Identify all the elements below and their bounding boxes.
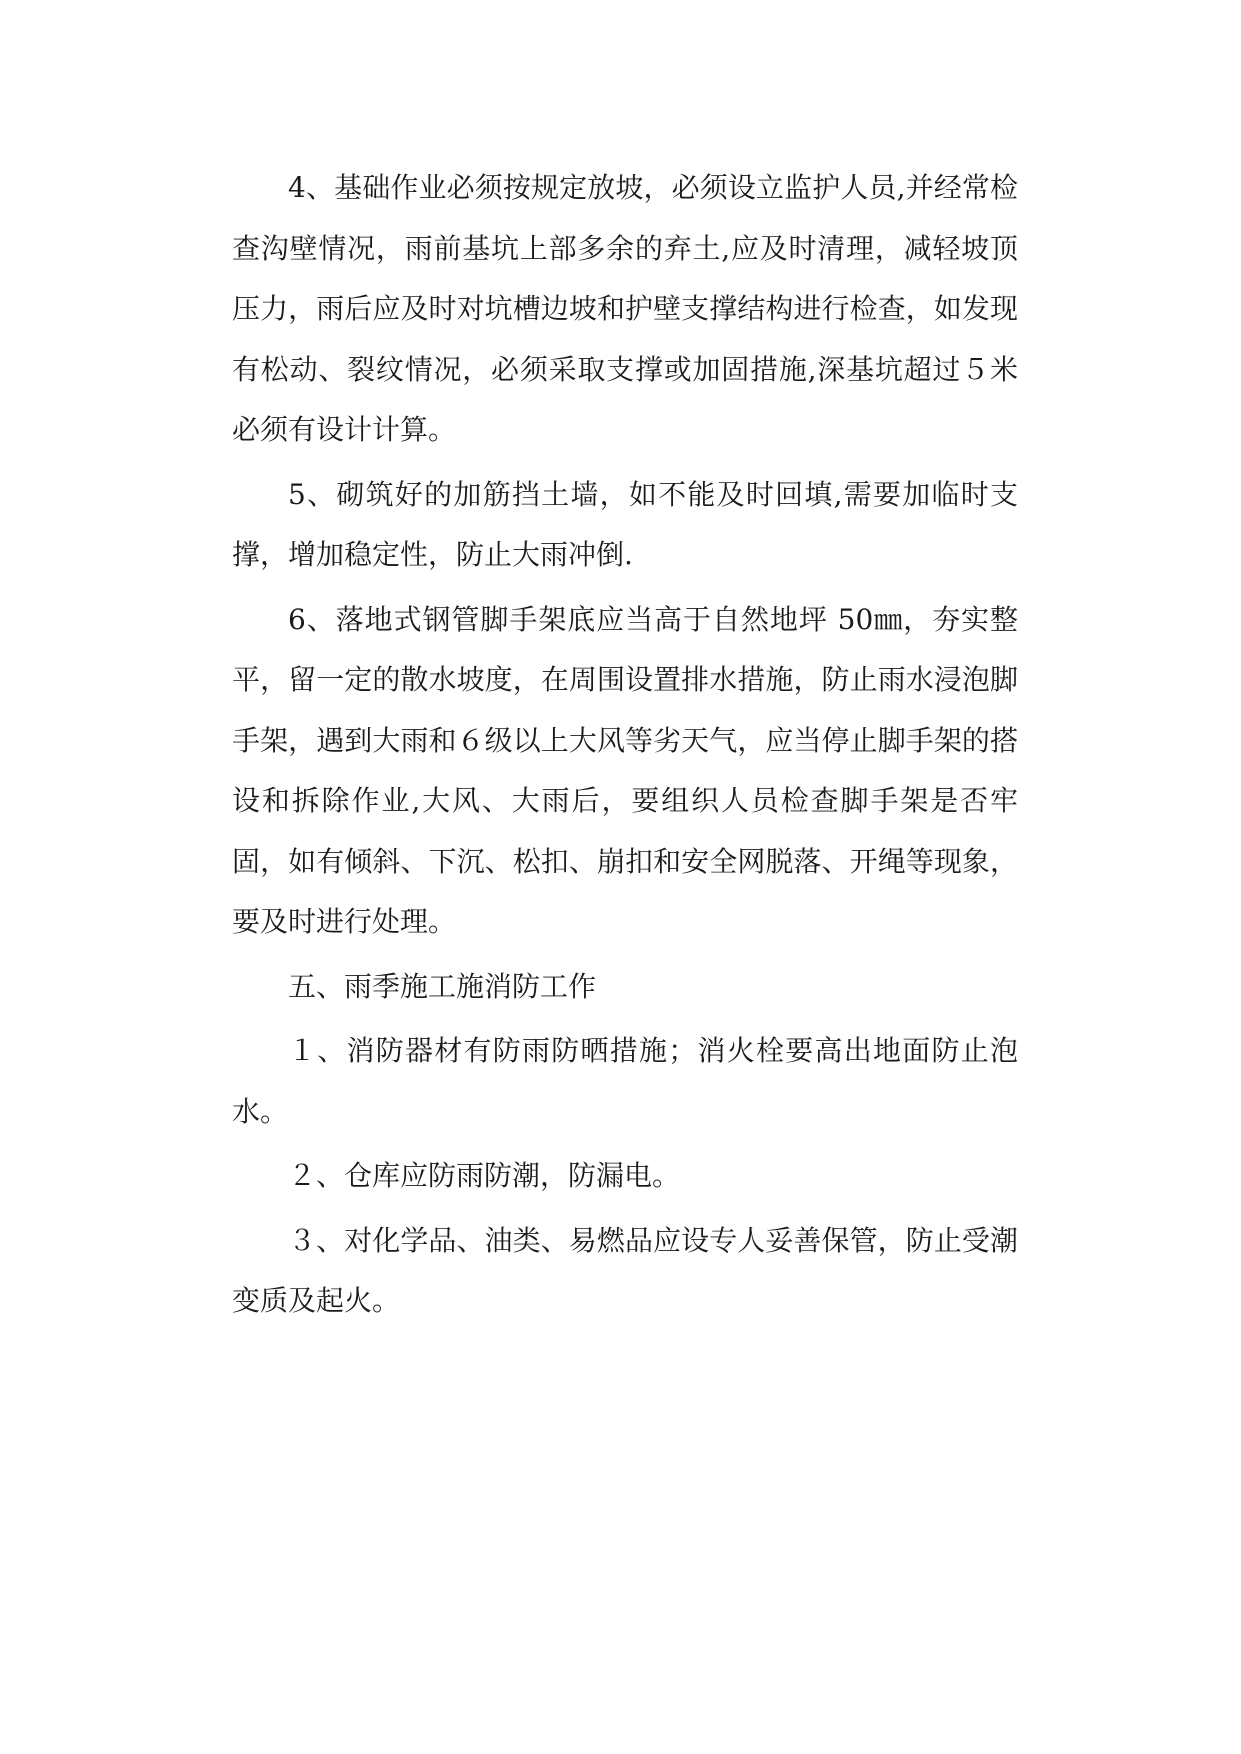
paragraph-foundation-slope: 4、基础作业必须按规定放坡，必须设立监护人员,并经常检查沟壁情况，雨前基坑上部多余的弃土,应及时清理，减轻坡顶压力，雨后应及时对坑槽边坡和护壁支撑结构进行检查，如发现有松动、裂纹情况，必须采取支撑或加固措施,深基坑超过５米必须有设计计算。 xyxy=(232,171,1018,446)
paragraph-retaining-wall: 5、砌筑好的加筋挡土墙，如不能及时回填,需要加临时支撑，增加稳定性，防止大雨冲倒. xyxy=(232,477,1018,571)
paragraph-fire-equipment: １、消防器材有防雨防晒措施；消火栓要高出地面防止泡水。 xyxy=(232,1034,1018,1128)
section-heading-fire-protection: 五、雨季施工施消防工作 xyxy=(288,969,597,1003)
paragraph-chemicals: ３、对化学品、油类、易燃品应设专人妥善保管，防止受潮变质及起火。 xyxy=(232,1223,1018,1317)
paragraph-scaffolding: 6、落地式钢管脚手架底应当高于自然地坪 50㎜，夯实整平，留一定的散水坡度，在周围设置排水措施，防止雨水浸泡脚手架，遇到大雨和６级以上大风等劣天气，应当停止脚手架的搭设和拆除作业,大风、大雨后，要组织人员检查脚手架是否牢固，如有倾斜、下沉、松扣、崩扣和安全网脱落、开绳等现象，要及时进行处理。 xyxy=(232,602,1018,938)
paragraph-warehouse: ２、仓库应防雨防潮，防漏电。 xyxy=(288,1159,681,1192)
document-body xyxy=(232,158,1018,1334)
